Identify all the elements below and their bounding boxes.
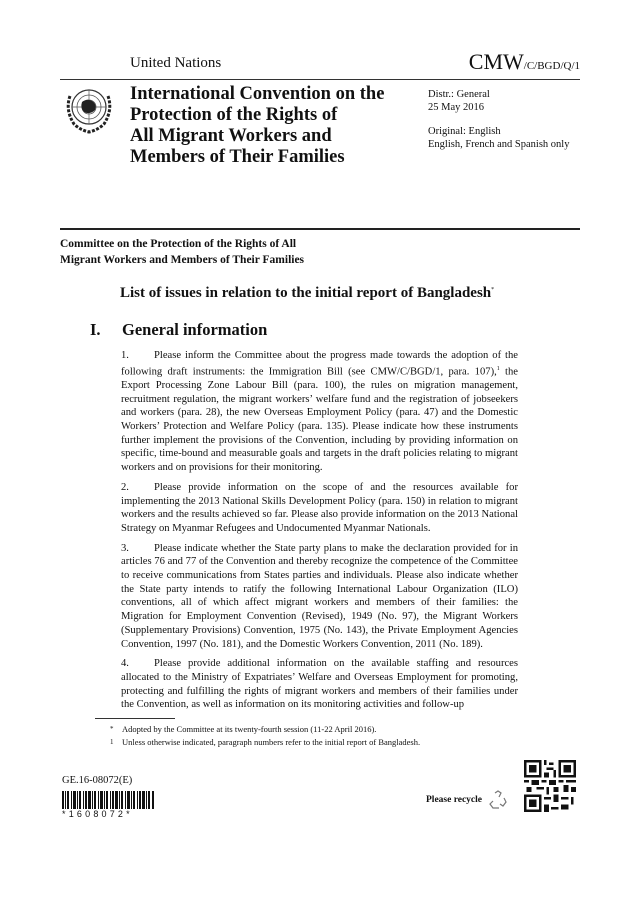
distribution-block (428, 88, 569, 151)
document-number: GE.16-08072(E) (62, 775, 133, 786)
paragraph-text: Please inform the Committee about the progress made towards the adoption of the following draft instruments: the Immigration Bill (see CMW/C/BGD/1, para. 107), (121, 350, 518, 378)
footnote (110, 736, 420, 749)
paragraph (121, 657, 518, 712)
qr-code-icon (524, 760, 576, 812)
footnote-rule (95, 718, 175, 719)
distribution: Distr.: General (428, 89, 490, 100)
footnote-mark[interactable]: * (491, 287, 495, 293)
languages: English, French and Spanish only (428, 139, 570, 150)
recycle-icon (487, 789, 509, 811)
paragraph (121, 542, 518, 652)
paragraph-number: 3. (121, 542, 129, 554)
paragraph-text: the Export Processing Zone Labour Bill (para. 100), the rules on migration management, recruitment regulation, the migrant workers’ welfare fund and the registration of jobseekers and workers (para. 28), the new Overseas Employment Policy (para. 47) and the Domestic Workers’ Protection and Welfare Policy (para. 135). Please indicate how these instruments further implement the provisions of the Convention, including by providing information on specific, time-bound and measurable goals and targets in the draft policies relating to migrant workers and on provisions for their monitoring. (121, 366, 518, 474)
document-body (121, 349, 518, 718)
paragraph-number: 1. (121, 350, 129, 361)
organization-name: United Nations (130, 55, 222, 71)
section-heading (90, 320, 267, 340)
barcode-number: *1608072* (62, 809, 133, 819)
convention-title (130, 84, 410, 168)
footnote (110, 723, 420, 736)
footnote-mark: 1 (110, 738, 114, 746)
title-line: Members of Their Families (130, 147, 345, 167)
document-symbol (469, 50, 580, 78)
paragraph-number: 4. (121, 658, 129, 670)
document-title-text: List of issues in relation to the initial report of Bangladesh (120, 285, 492, 301)
un-emblem-icon (62, 82, 116, 136)
symbol-sub: /C/BGD/Q/1 (523, 60, 580, 72)
barcode-icon (62, 791, 154, 809)
footnotes (110, 723, 420, 749)
footnote-text: Adopted by the Committee at its twenty-fourth session (11-22 April 2016). (122, 724, 377, 734)
committee-name (60, 236, 304, 268)
paragraph-text: Please provide information on the scope of and the resources available for implementing the 2013 National Skills Development Policy (para. 150) in relation to migrant workers and the results achieved so far. Please also provide information on the 2013 National Strategy on Myanmar Refugees and Undocumented Myanmar Nationals. (121, 481, 518, 534)
section-title: General information (122, 320, 268, 339)
paragraph-number: 2. (121, 481, 129, 493)
date: 25 May 2016 (428, 102, 484, 113)
paragraph-text: Please provide additional information on the available staffing and resources allocated to the Ministry of Expatriates’ Welfare and Overseas Employment for promoting, protecting and fulfilling the rights of migrant workers and members of their families under the Convention, as well as information on its monitoring activities and follow-up (121, 658, 518, 711)
footnote-text: Unless otherwise indicated, paragraph numbers refer to the initial report of Bangladesh. (122, 737, 421, 747)
title-line: International Convention on the (130, 84, 385, 104)
committee-line: Committee on the Protection of the Rights of All (60, 238, 297, 250)
title-rule (60, 228, 580, 230)
paragraph-text: Please indicate whether the State party plans to make the declaration provided for in articles 76 and 77 of the Convention and thereby recognize the competence of the Committee to receive communications from States parties and individuals. Please also indicate whether the State party intends to ratify the following International Labour Organization (ILO) conventions, all of which affect migrant workers and members of their families: the Migration for Employment Convention (Revised), 1949 (No. 97), the Migrant Workers (Supplementary Provisions) Convention, 1975 (No. 143), the Private Employment Agencies Convention, 1997 (No. 181), and the Domestic Workers Convention, 2011 (No. 189). (121, 542, 518, 650)
header-rule (60, 79, 580, 80)
document-title (120, 285, 494, 302)
original-language: Original: English (428, 126, 501, 137)
paragraph (121, 481, 518, 536)
recycle-label: Please recycle (426, 795, 482, 805)
title-line: Protection of the Rights of (130, 105, 338, 125)
committee-line: Migrant Workers and Members of Their Families (60, 254, 305, 266)
symbol-main: CMW (468, 49, 524, 74)
section-number: I. (90, 320, 101, 339)
footnote-ref[interactable]: 1 (496, 365, 500, 372)
title-line: All Migrant Workers and (130, 126, 332, 146)
paragraph (121, 349, 518, 475)
footnote-mark: * (110, 725, 114, 733)
